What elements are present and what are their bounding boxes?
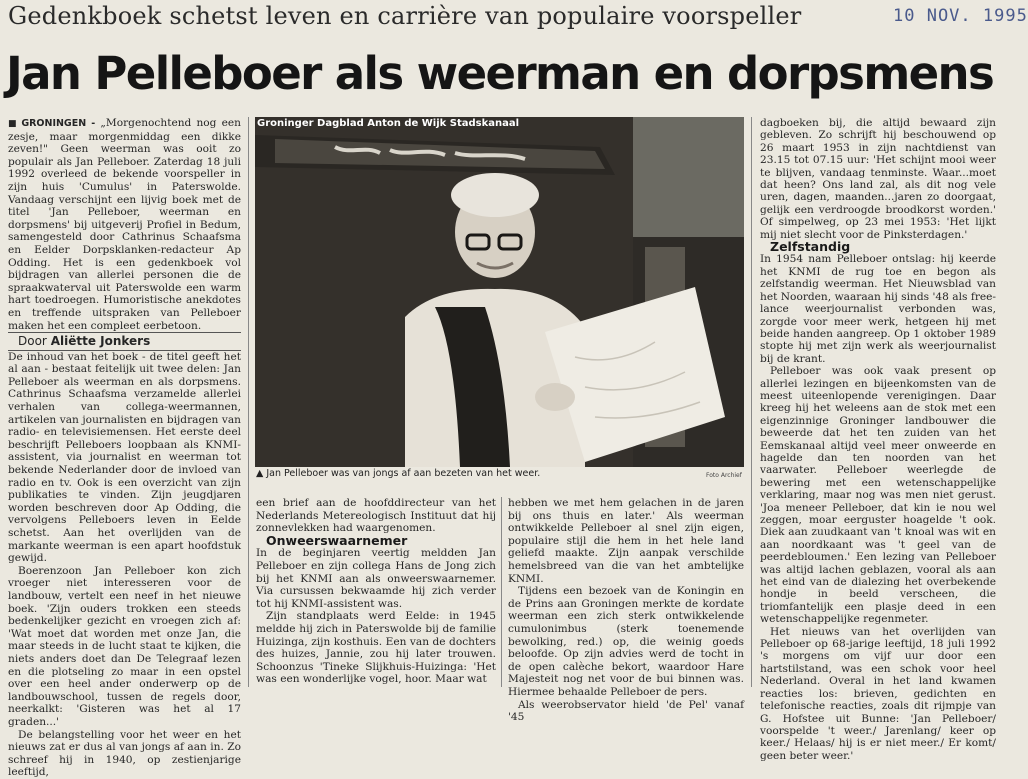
column-3: [508, 497, 744, 724]
column-divider: [751, 117, 752, 687]
kicker: Gedenkboek schetst leven en carrière van populaire voorspeller: [8, 2, 802, 30]
paragraph: In 1954 nam Pelleboer ontslag: hij keerde het KNMI de rug toe en begon als zelfstandig weerman. Het Nieuwsblad van het Noorden, waaraan hij sinds '48 als free-lance weerjournalist verbonden was, zorgde voor meer werk, hetgeen hij met beide handen aangreep. Op 1 oktober 1989 stopte hij met zijn werk als weerjournalist bij de krant.: [760, 253, 996, 365]
column-2: [256, 497, 496, 686]
column-4: [760, 117, 996, 762]
subheading: Onweerswaarnemer: [266, 532, 408, 548]
photo-caption: ▲ Jan Pelleboer was van jongs af aan bezeten van het weer.: [256, 468, 541, 479]
paragraph: Het nieuws van het overlijden van Pelleboer op 68-jarige leeftijd, 18 juli 1992 's morgens om vijf uur door een hartstilstand, was een schok voor heel Nederland. Overal in het land kwamen reacties los: brieven, gedichten en telefonische reacties, zoals dit rijmpje van G. Hofstee uit Bunne: 'Jan Pelleboer/ voorspelde 't weer./ Jarenlang/ keer op keer./ Helaas/ hij is er niet meer./ Er komt/ geen beter weer.': [760, 625, 996, 762]
photo-credit-overlay: Groninger Dagblad Anton de Wijk Stadskanaal: [257, 118, 520, 129]
column-divider: [248, 117, 249, 687]
paragraph: Als weerobservator hield 'de Pel' vanaf '45: [508, 698, 744, 724]
intro-paragraph: ■ GRONINGEN - „Morgenochtend nog een zesje, maar morgenmiddag een dikke zeven!" Geen weerman was ooit zo populair als Jan Pelleboer. Zaterdag 18 juli 1992 overleed de bekende voorspeller in zijn huis 'Cumulus' in Paterswolde. Vandaag verschijnt een lijvig boek met de titel 'Jan Pelleboer, weerman en dorpsmens' bij uitgeverij Profiel in Bedum, samengesteld door Cathrinus Schaafsma en Eelder Dorpsklanken-redacteur Ap Odding. Het is een gedenkboek vol bijdragen van allerlei personen die de spraakwaterval uit Paterswolde een warm hart toedroegen. Humoristische anekdotes en treffende uitspraken van Pelleboer maken het een compleet eerbetoon.: [8, 117, 241, 332]
column-divider: [501, 497, 502, 687]
paragraph: In de beginjaren veertig meldden Jan Pelleboer en zijn collega Hans de Jong zich bij het KNMI aan als onweerswaarnemer. Via cursussen bekwaamde hij zich verder tot hij KNMI-assistent was.: [256, 547, 496, 610]
paragraph: De belangstelling voor het weer en het nieuws zat er dus al van jongs af aan in. Zo schreef hij in 1940, op zestienjarige leeftijd,: [8, 728, 241, 779]
column-1: [8, 117, 241, 779]
photo: [255, 117, 744, 467]
author-name: Aliëtte Jonkers: [50, 334, 151, 349]
triangle-icon: ▲: [256, 468, 267, 479]
headline: Jan Pelleboer als weerman en dorpsmens: [6, 47, 994, 100]
paragraph: Pelleboer was ook vaak present op allerlei lezingen en bijeenkomsten van de meest uiteenlopende verenigingen. Daar kreeg hij het weleens aan de stok met een eigenzinnige Groninger landbouwer die beweerde dat het ten zuiden van het Eemskanaal altijd veel meer onweerde en hagelde dan ten noorden van het vaarwater. Pelleboer weerlegde de bewering met een wetenschappelijke verklaring, maar nog was men niet gerust. 'Joa meneer Pelleboer, dat kin ie nou wel zeggen, moar eerguster hoagelde 't ook. Diek aan zuudkaant van 't knoal was wit en aan noordkaant was 't geel van de peerdebloumen.' Een lezing van Pelleboer was altijd lachen geblazen, vooral als aan het eind van de dialezing het overbekende hondje in beeld verscheen, die triomfantelijk een plasje deed in een wetenschappelijke regenmeter.: [760, 365, 996, 626]
paragraph: dagboeken bij, die altijd bewaard zijn gebleven. Zo schrijft hij beschouwend op 26 maart 1953 in zijn nachtdienst van 23.15 tot 07.15 uur: 'Het schijnt mooi weer te blijven, vandaag tenminste. Waar...moet dat heen? Ons land zal, als dit nog vele uren, dagen, maanden...jaren zo doorgaat, gelijk een verdroogde broodkorst worden.' Of simpelweg, op 23 mei 1953: 'Het lijkt mij niet slecht voor de Pinksterdagen.': [760, 117, 996, 241]
paragraph: een brief aan de hoofddirecteur van het Nederlands Metereologisch Instituut dat hij zonnevlekken had waargenomen.: [256, 497, 496, 535]
paragraph: Zijn standplaats werd Eelde: in 1945 meldde hij zich in Paterswolde bij de familie Huizinga, zijn kosthuis. Een van de dochters des huizes, Jannie, zou hij later trouwen. Schoonzus 'Tineke Slijkhuis-Huizinga: 'Het was een wonderlijke vogel, hoor. Maar wat: [256, 610, 496, 686]
paragraph: De inhoud van het boek - de titel geeft het al aan - bestaat feitelijk uit twee delen: Jan Pelleboer als weerman en als dorpsmens. Cathrinus Schaafsma verzamelde allerlei verhalen van collega-weermannen, artikelen van journalisten en bijdragen van radio- en televisiemensen. Het eerste deel beschrijft Pelleboers loopbaan als KNMI-assistent, via journalist en weerman tot bekende Nederlander door de invloed van radio en tv. Ook is een overzicht van zijn publikaties te vinden. Zijn jeugdjaren worden beschreven door Ap Odding, die vervolgens Pelleboers leven in Eelde schetst. Aan het overlijden van de markante weerman is een apart hoofdstuk gewijd.: [8, 350, 241, 565]
date-stamp: 10 NOV. 1995: [893, 6, 1028, 26]
dateline: GRONINGEN -: [21, 118, 96, 129]
paragraph: Boerenzoon Jan Pelleboer kon zich vroeger niet interesseren voor de landbouw, vertelt een neef in het nieuwe boek. 'Zijn ouders trokken een steeds bedenkelijker gezicht en vroegen zich af: 'Wat moet dat worden met onze Jan, die maar steeds in de lucht staat te kijken, die niets anders doet dan De Telegraaf lezen en die plotseling zo maar in een opstel over een heel ander onderwerp op de landbouwschool, tussen de regels door, neerkalkt: 'Gisteren was het al 17 graden...': [8, 564, 241, 728]
byline: Door Aliëtte Jonkers: [8, 332, 241, 351]
weerhuisje-photo-illustration: [255, 117, 744, 467]
paragraph: Tijdens een bezoek van de Koningin en de Prins aan Groningen merkte de kordate weerman een zich sterk ontwikkelende cumulonimbus (sterk toenemende bewolking, red.) op, die weinig goeds beloofde. Op zijn advies werd de tocht in de open calèche bekort, waardoor Hare Majesteit nog net voor de bui binnen was. Hiermee behaalde Pelleboer de pers.: [508, 585, 744, 698]
photo-credit: Foto Archief: [706, 472, 742, 479]
subheading: Zelfstandig: [770, 239, 851, 255]
square-icon: ■: [8, 119, 19, 129]
paragraph: hebben we met hem gelachen in de jaren bij ons thuis en later.' Als weerman ontwikkelde Pelleboer al snel zijn eigen, populaire stijl die hem in het hele land geliefd maakte. Zijn aanpak verschilde hemelsbreed van die van het ambtelijke KNMI.: [508, 497, 744, 585]
